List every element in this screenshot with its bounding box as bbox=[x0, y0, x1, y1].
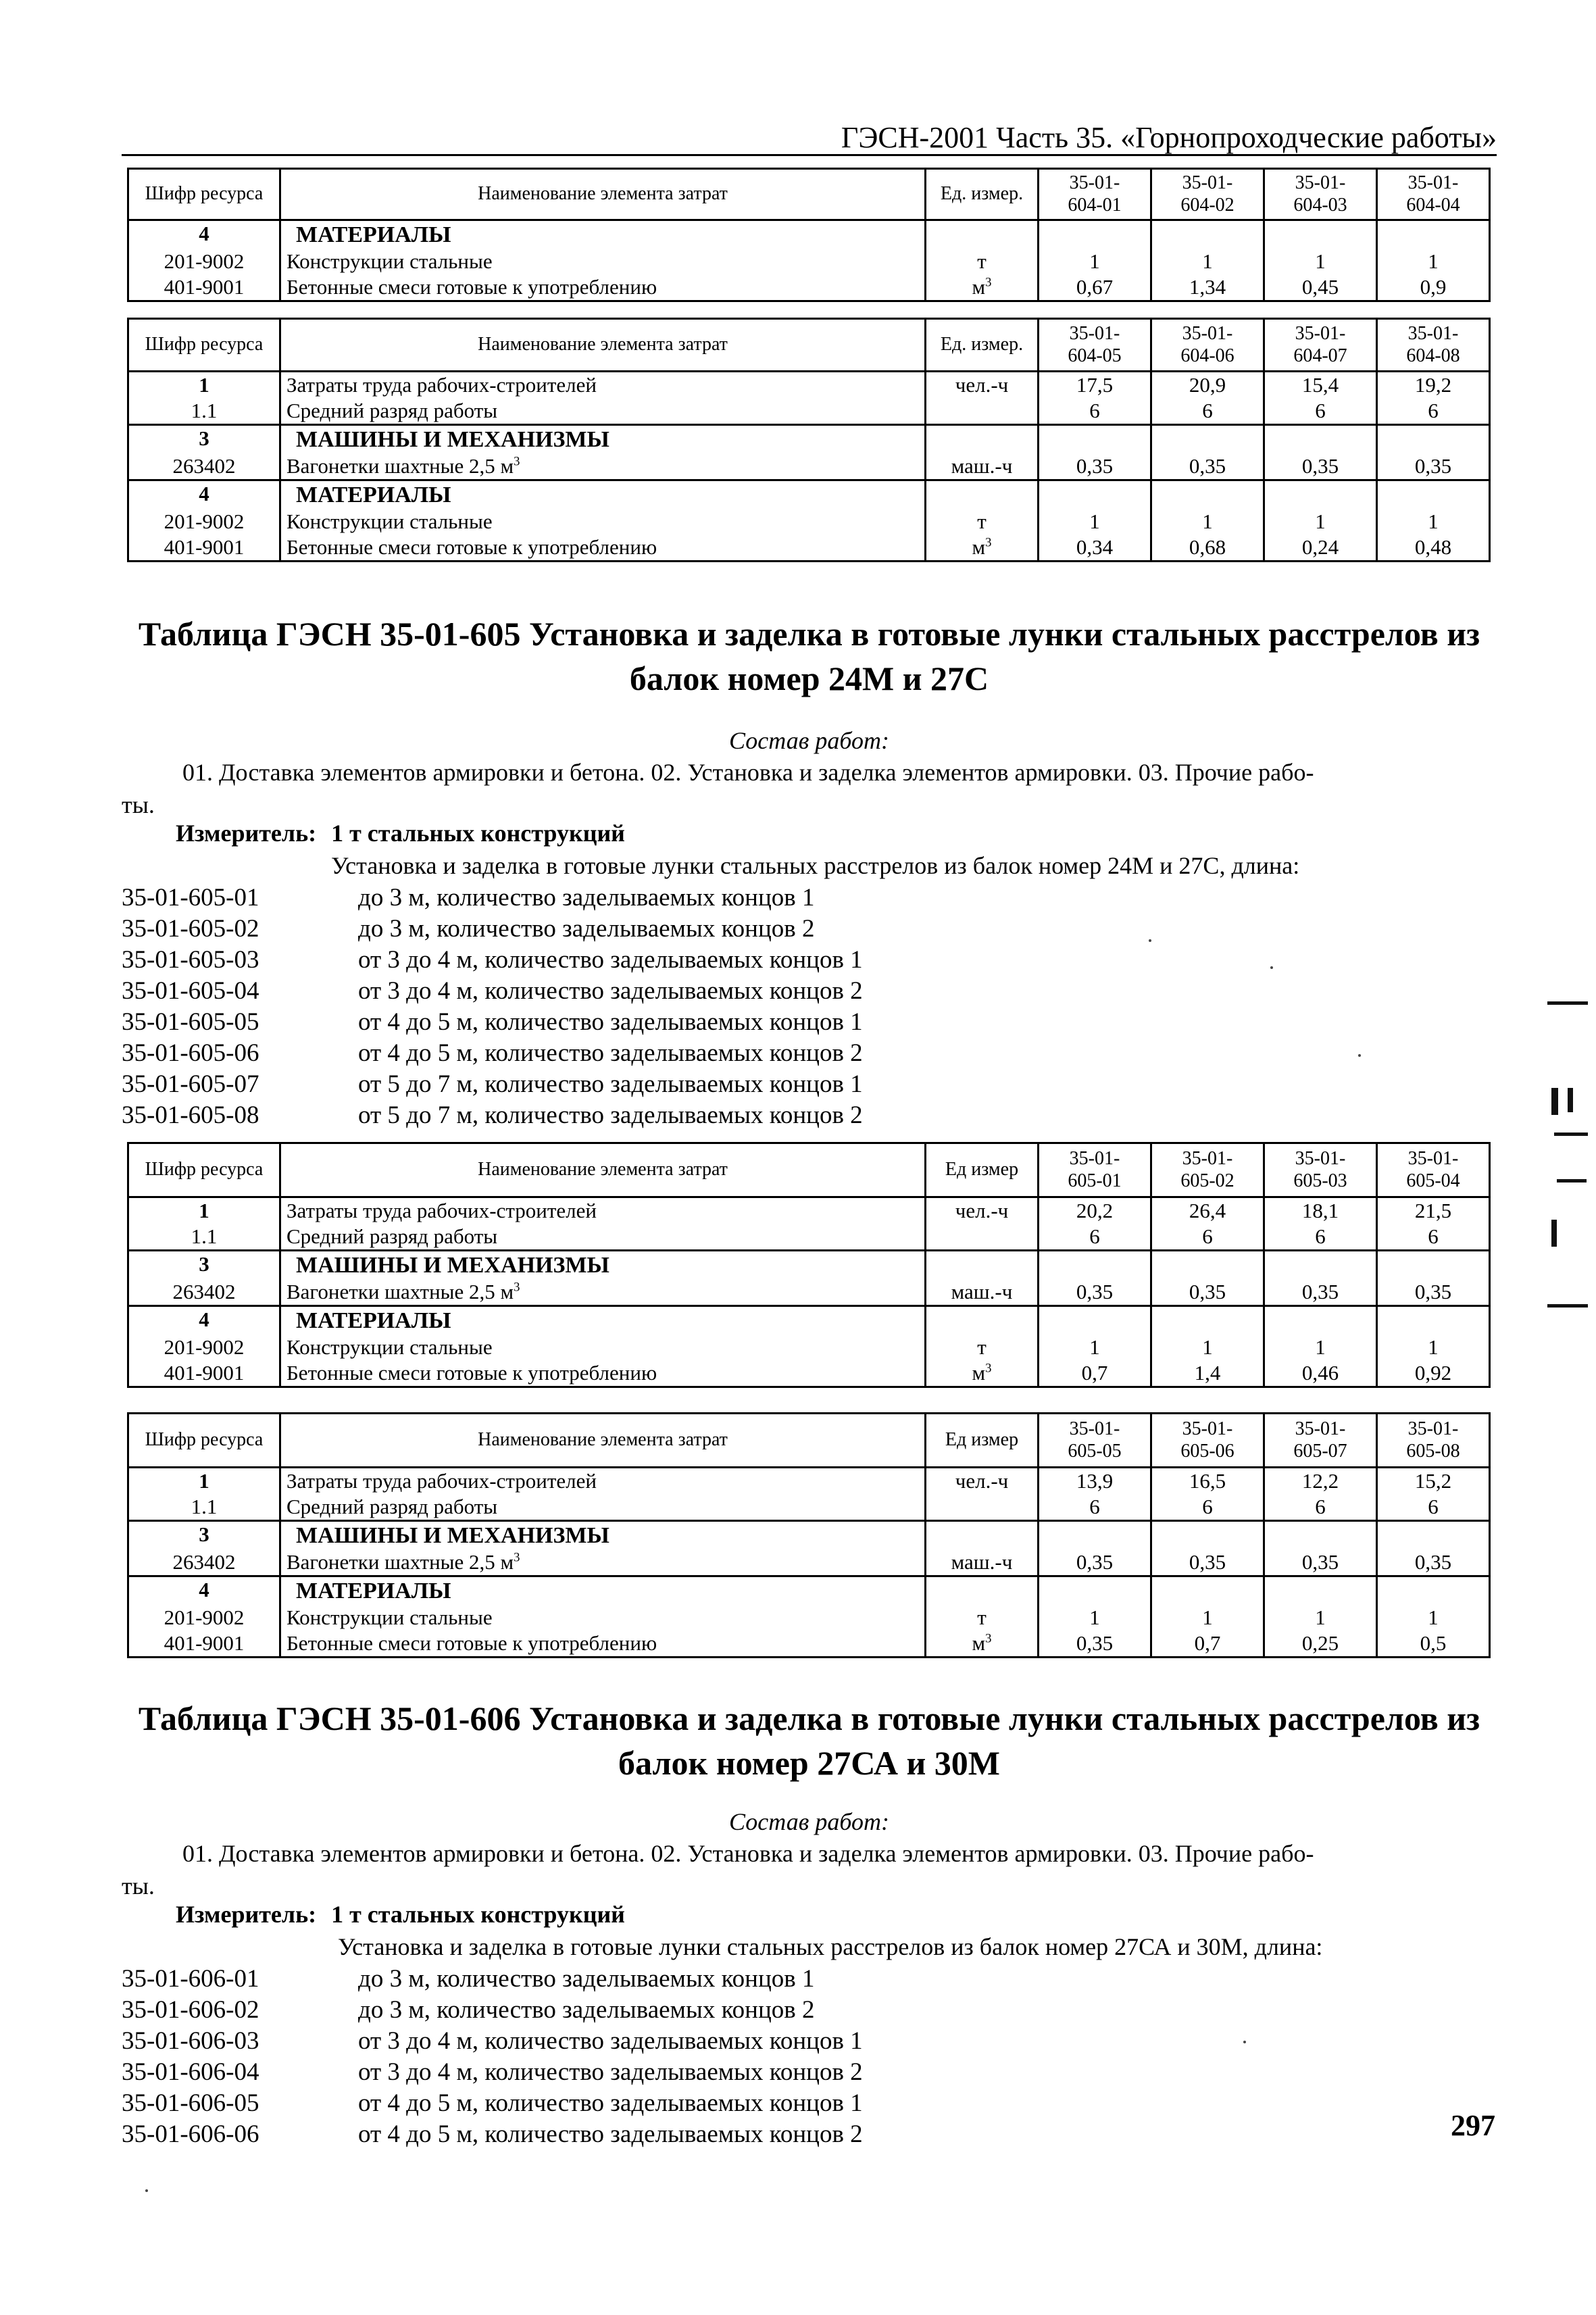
header-norm-column: 35-01- 604-05 bbox=[1039, 319, 1151, 372]
table-row: 401-9001 Бетонные смеси готовые к употреблению $м^3$ 0,34 0,68 0,24 0,48 bbox=[128, 534, 1490, 561]
scan-mark bbox=[1554, 1132, 1588, 1136]
table-row: 4 МАТЕРИАЛЫ bbox=[128, 1576, 1490, 1605]
list-item: 35-01-605-06 от 4 до 5 м, количество заделываемых концов 2 bbox=[122, 1039, 863, 1067]
resource-table-604-a bbox=[127, 168, 1491, 302]
norm-intro: Установка и заделка в готовые лунки стальных расстрелов из балок номер 27СА и 30М, длина: bbox=[338, 1933, 1323, 1960]
table-row: 1 Затраты труда рабочих-строителей чел.-ч 13,9 16,5 12,2 15,2 bbox=[128, 1468, 1490, 1494]
list-item: 35-01-605-01 до 3 м, количество заделываемых концов 1 bbox=[122, 884, 815, 912]
resource-table-604-b bbox=[127, 318, 1491, 562]
header-code: Шифр ресурса bbox=[128, 319, 280, 372]
composition-heading: Состав работ: bbox=[729, 1808, 889, 1835]
scan-speck bbox=[1149, 939, 1151, 942]
header-code: Шифр ресурса bbox=[128, 1414, 280, 1468]
header-norm-column: 35-01- 605-04 bbox=[1377, 1143, 1490, 1197]
header-unit: Ед измер bbox=[926, 1143, 1039, 1197]
list-item: 35-01-606-04 от 3 до 4 м, количество заделываемых концов 2 bbox=[122, 2058, 863, 2086]
table-row: 401-9001 Бетонные смеси готовые к употреблению $м^3$ 0,35 0,7 0,25 0,5 bbox=[128, 1631, 1490, 1657]
header-norm-column: 35-01- 604-01 bbox=[1039, 169, 1151, 220]
table-row: 3 МАШИНЫ И МЕХАНИЗМЫ bbox=[128, 1520, 1490, 1549]
scan-mark bbox=[1568, 1088, 1573, 1112]
list-item: 35-01-605-03 от 3 до 4 м, количество заделываемых концов 1 bbox=[122, 946, 863, 974]
header-name: Наименование элемента затрат bbox=[280, 319, 926, 372]
norm-list-605 bbox=[122, 882, 863, 1131]
composition-text: 01. Доставка элементов армировки и бетона. 02. Установка и заделка элементов армировки. 03. Прочие рабо- ты. bbox=[122, 759, 1314, 818]
scan-mark bbox=[1547, 1304, 1588, 1308]
document-page bbox=[122, 0, 1497, 2315]
table-row: 201-9002 Конструкции стальные т 1 1 1 1 bbox=[128, 249, 1490, 274]
list-item: 35-01-605-04 от 3 до 4 м, количество заделываемых концов 2 bbox=[122, 977, 863, 1005]
list-item: 35-01-605-08 от 5 до 7 м, количество заделываемых концов 2 bbox=[122, 1101, 863, 1129]
header-norm-column: 35-01- 604-06 bbox=[1151, 319, 1264, 372]
section-title-606: Таблица ГЭСН 35-01-606 Установка и заделка в готовые лунки стальных расстрелов из балок номер 27СА и 30М bbox=[138, 1699, 1480, 1782]
header-norm-column: 35-01- 605-02 bbox=[1151, 1143, 1264, 1197]
header-norm-column: 35-01- 605-07 bbox=[1264, 1414, 1377, 1468]
table-row: 401-9001 Бетонные смеси готовые к употреблению $м^3$ 0,67 1,34 0,45 0,9 bbox=[128, 274, 1490, 301]
header-norm-column: 35-01- 605-03 bbox=[1264, 1143, 1377, 1197]
header-norm-column: 35-01- 605-05 bbox=[1039, 1414, 1151, 1468]
table-row: 1.1 Средний разряд работы 6 6 6 6 bbox=[128, 1494, 1490, 1520]
page-number: 297 bbox=[1451, 2109, 1495, 2142]
header-unit: Ед. измер. bbox=[926, 319, 1039, 372]
list-item: 35-01-606-03 от 3 до 4 м, количество заделываемых концов 1 bbox=[122, 2027, 863, 2055]
header-rule bbox=[122, 154, 1497, 156]
scan-mark bbox=[1557, 1179, 1587, 1183]
scan-speck bbox=[1270, 966, 1273, 969]
list-item: 35-01-605-07 от 5 до 7 м, количество заделываемых концов 1 bbox=[122, 1070, 863, 1098]
table-row: 1 Затраты труда рабочих-строителей чел.-ч 20,2 26,4 18,1 21,5 bbox=[128, 1197, 1490, 1224]
header-code: Шифр ресурса bbox=[128, 169, 280, 220]
scan-speck bbox=[1358, 1054, 1361, 1057]
table-row: 401-9001 Бетонные смеси готовые к употреблению $м^3$ 0,7 1,4 0,46 0,92 bbox=[128, 1360, 1490, 1387]
resource-table-605-b bbox=[127, 1412, 1491, 1658]
scan-mark bbox=[1551, 1088, 1558, 1115]
composition-text: 01. Доставка элементов армировки и бетона. 02. Установка и заделка элементов армировки. 03. Прочие рабо- ты. bbox=[122, 1840, 1314, 1899]
header-name: Наименование элемента затрат bbox=[280, 169, 926, 220]
list-item: 35-01-606-05 от 4 до 5 м, количество заделываемых концов 1 bbox=[122, 2089, 863, 2117]
section-title-605: Таблица ГЭСН 35-01-605 Установка и заделка в готовые лунки стальных расстрелов из балок номер 24М и 27С bbox=[138, 615, 1480, 697]
list-item: 35-01-606-01 до 3 м, количество заделываемых концов 1 bbox=[122, 1965, 815, 1993]
header-norm-column: 35-01- 604-08 bbox=[1377, 319, 1490, 372]
scan-mark bbox=[1547, 1001, 1588, 1005]
measure-line: Измеритель: 1 т стальных конструкций bbox=[176, 1901, 625, 1928]
table-row: 263402 Вагонетки шахтные 2,5 $м^3$ маш.-ч 0,35 0,35 0,35 0,35 bbox=[128, 1549, 1490, 1576]
table-row: 1 Затраты труда рабочих-строителей чел.-ч 17,5 20,9 15,4 19,2 bbox=[128, 372, 1490, 398]
header-norm-column: 35-01- 604-07 bbox=[1264, 319, 1377, 372]
header-code: Шифр ресурса bbox=[128, 1143, 280, 1197]
header-norm-column: 35-01- 604-03 bbox=[1264, 169, 1377, 220]
table-row: 201-9002 Конструкции стальные т 1 1 1 1 bbox=[128, 1335, 1490, 1360]
measure-line: Измеритель: 1 т стальных конструкций bbox=[176, 820, 625, 847]
list-item: 35-01-606-02 до 3 м, количество заделываемых концов 2 bbox=[122, 1996, 815, 2024]
scan-speck bbox=[145, 2189, 148, 2192]
table-row: 4 МАТЕРИАЛЫ bbox=[128, 480, 1490, 509]
table-row: 3 МАШИНЫ И МЕХАНИЗМЫ bbox=[128, 424, 1490, 453]
list-item: 35-01-606-06 от 4 до 5 м, количество заделываемых концов 2 bbox=[122, 2120, 863, 2148]
table-row: 263402 Вагонетки шахтные 2,5 $м^3$ маш.-ч 0,35 0,35 0,35 0,35 bbox=[128, 1279, 1490, 1305]
table-row: 1.1 Средний разряд работы 6 6 6 6 bbox=[128, 1224, 1490, 1250]
resource-table-605-a bbox=[127, 1142, 1491, 1388]
table-row: 1.1 Средний разряд работы 6 6 6 6 bbox=[128, 398, 1490, 424]
scan-speck bbox=[1243, 2041, 1246, 2043]
running-header: ГЭСН-2001 Часть 35. «Горнопроходческие работы» bbox=[841, 121, 1497, 154]
table-row: 4 МАТЕРИАЛЫ bbox=[128, 1305, 1490, 1335]
header-norm-column: 35-01- 604-02 bbox=[1151, 169, 1264, 220]
header-norm-column: 35-01- 605-01 bbox=[1039, 1143, 1151, 1197]
list-item: 35-01-605-05 от 4 до 5 м, количество заделываемых концов 1 bbox=[122, 1008, 863, 1036]
table-row: 201-9002 Конструкции стальные т 1 1 1 1 bbox=[128, 1605, 1490, 1631]
norm-list-606 bbox=[122, 1964, 863, 2150]
header-name: Наименование элемента затрат bbox=[280, 1143, 926, 1197]
list-item: 35-01-605-02 до 3 м, количество заделываемых концов 2 bbox=[122, 915, 815, 943]
table-row: 4 МАТЕРИАЛЫ bbox=[128, 220, 1490, 249]
header-norm-column: 35-01- 605-08 bbox=[1377, 1414, 1490, 1468]
table-row: 201-9002 Конструкции стальные т 1 1 1 1 bbox=[128, 509, 1490, 534]
table-row: 3 МАШИНЫ И МЕХАНИЗМЫ bbox=[128, 1250, 1490, 1279]
header-unit: Ед. измер. bbox=[926, 169, 1039, 220]
composition-heading: Состав работ: bbox=[729, 727, 889, 754]
table-row: 263402 Вагонетки шахтные 2,5 $м^3$ маш.-ч 0,35 0,35 0,35 0,35 bbox=[128, 453, 1490, 480]
header-unit: Ед измер bbox=[926, 1414, 1039, 1468]
header-norm-column: 35-01- 605-06 bbox=[1151, 1414, 1264, 1468]
header-name: Наименование элемента затрат bbox=[280, 1414, 926, 1468]
header-norm-column: 35-01- 604-04 bbox=[1377, 169, 1490, 220]
norm-intro: Установка и заделка в готовые лунки стальных расстрелов из балок номер 24М и 27С, длина: bbox=[331, 852, 1300, 879]
scan-mark bbox=[1551, 1220, 1557, 1247]
